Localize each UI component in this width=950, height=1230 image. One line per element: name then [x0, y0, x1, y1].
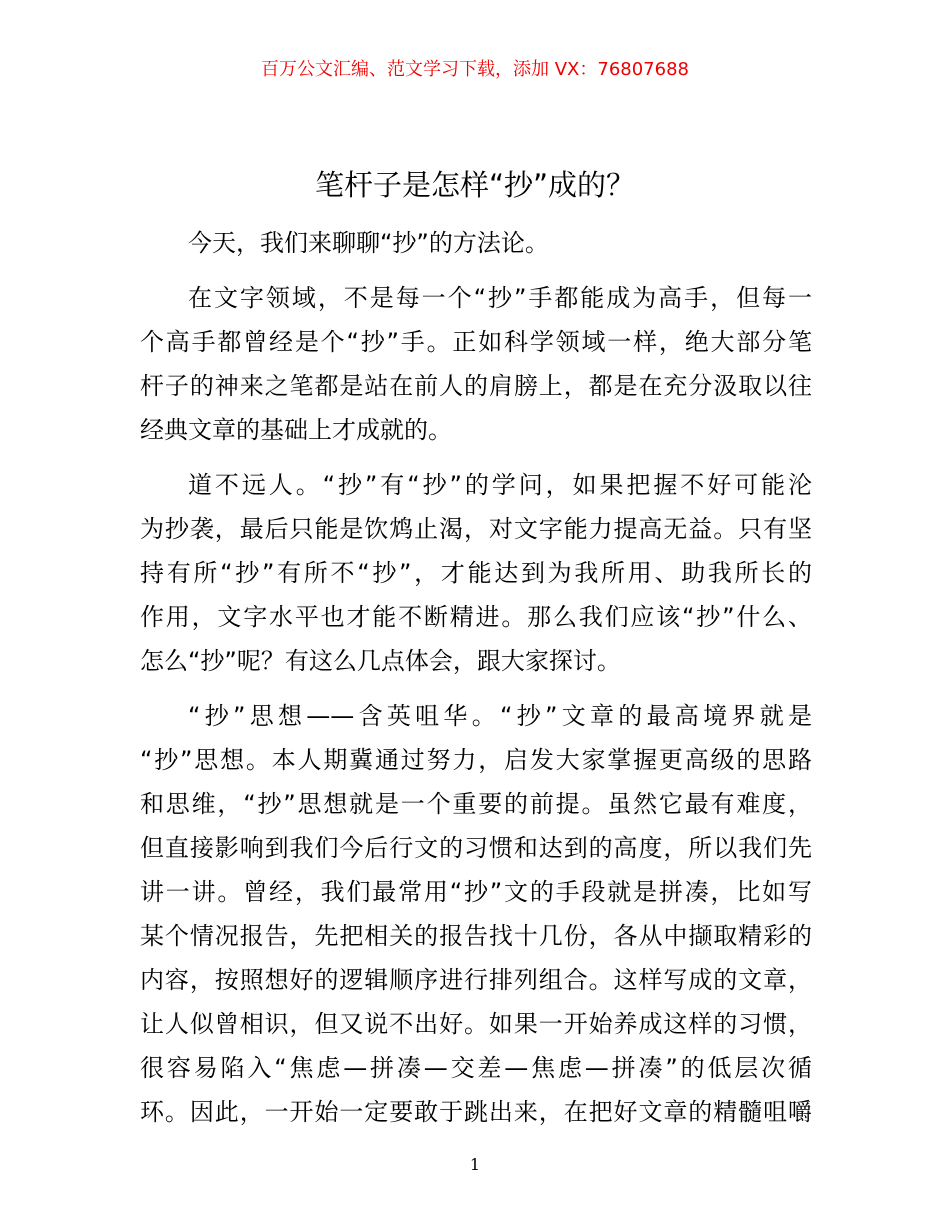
paragraph-line: 环。因此，一开始一定要敢于跳出来，在把好文章的精髓咀嚼	[140, 1098, 812, 1126]
document-title: 笔杆子是怎样“抄”成的？	[314, 168, 636, 202]
paragraph-line: 作用，文字水平也才能不断精进。那么我们应该“抄”什么、	[140, 603, 812, 631]
header-banner: 百万公文汇编、范文学习下载，添加 VX：76807688	[261, 59, 689, 80]
paragraph-line: 今天，我们来聊聊“抄”的方法论。	[188, 229, 549, 257]
paragraph-line: 很容易陷入“焦虑—拼凑—交差—焦虑—拼凑”的低层次循	[140, 1054, 812, 1082]
paragraph	[140, 276, 812, 452]
paragraph-line: 持有所“抄”有所不“抄”，才能达到为我所用、助我所长的	[140, 559, 812, 587]
paragraph-line: “抄”思想。本人期冀通过努力，启发大家掌握更高级的思路	[140, 746, 812, 774]
paragraph-line: “抄”思想——含英咀华。“抄”文章的最高境界就是	[188, 702, 812, 730]
page-number: 1	[469, 1155, 481, 1174]
paragraph-line: 和思维，“抄”思想就是一个重要的前提。虽然它最有难度，	[140, 790, 812, 818]
paragraph-line: 某个情况报告，先把相关的报告找十几份，各从中撷取精彩的	[140, 922, 812, 950]
paragraph-line: 个高手都曾经是个“抄”手。正如科学领域一样，绝大部分笔	[140, 328, 812, 356]
document-body	[140, 221, 812, 1134]
paragraph	[140, 694, 812, 1134]
paragraph-line: 让人似曾相识，但又说不出好。如果一开始养成这样的习惯，	[140, 1010, 812, 1038]
paragraph-line: 怎么“抄”呢？有这么几点体会，跟大家探讨。	[140, 647, 621, 675]
paragraph-line: 为抄袭，最后只能是饮鸩止渴，对文字能力提高无益。只有坚	[140, 515, 812, 543]
paragraph-line: 内容，按照想好的逻辑顺序进行排列组合。这样写成的文章，	[140, 966, 812, 994]
paragraph-line: 道不远人。“抄”有“抄”的学问，如果把握不好可能沦	[188, 471, 812, 499]
paragraph	[140, 221, 812, 265]
paragraph-line: 讲一讲。曾经，我们最常用“抄”文的手段就是拼凑，比如写	[140, 878, 812, 906]
paragraph-line: 杆子的神来之笔都是站在前人的肩膀上，都是在充分汲取以往	[140, 372, 812, 400]
paragraph	[140, 463, 812, 683]
paragraph-line: 在文字领域，不是每一个“抄”手都能成为高手，但每一	[188, 284, 812, 312]
paragraph-line: 但直接影响到我们今后行文的习惯和达到的高度，所以我们先	[140, 834, 812, 862]
paragraph-line: 经典文章的基础上才成就的。	[140, 416, 452, 444]
